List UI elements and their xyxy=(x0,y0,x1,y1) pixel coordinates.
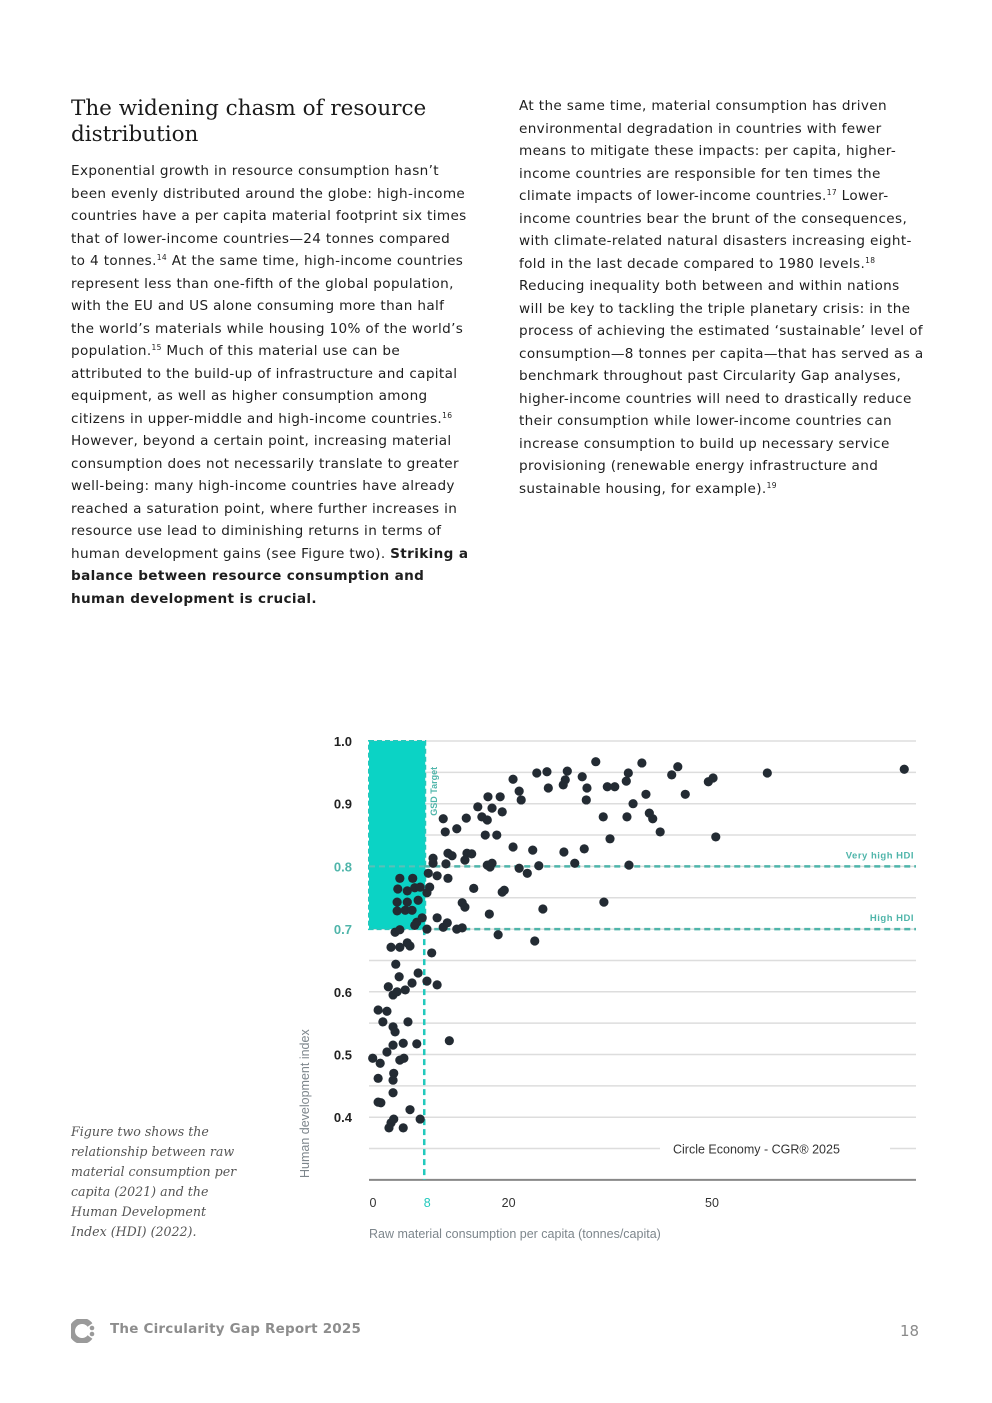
source-label: Circle Economy - CGR® 2025 xyxy=(673,1142,840,1157)
data-point xyxy=(483,815,492,824)
data-point xyxy=(492,830,501,839)
data-point xyxy=(382,1047,391,1056)
text-segment: At the same time, material consumption has driven environmental degradation in countries with fewer means to mitigate these impacts: per capita, higher-income countries are responsible for ten times the climate impacts of lower-income countries. xyxy=(519,98,897,204)
data-point xyxy=(424,869,433,878)
data-point xyxy=(599,812,608,821)
data-point xyxy=(403,898,412,907)
data-point xyxy=(460,903,469,912)
bold-conclusion: Striking a balance between resource consumption and human development is crucial. xyxy=(71,545,469,607)
data-point xyxy=(485,909,494,918)
y-tick-label: 0.7 xyxy=(333,922,352,938)
data-point xyxy=(376,1059,385,1068)
data-point xyxy=(399,1039,408,1048)
data-point xyxy=(407,906,416,915)
data-point xyxy=(416,882,425,891)
data-point xyxy=(515,864,524,873)
reference-line-label: Very high HDI xyxy=(845,850,914,862)
data-point xyxy=(393,898,402,907)
data-point xyxy=(399,1054,408,1063)
y-tick-label: 1.0 xyxy=(333,734,352,749)
reference-line-label: High HDI xyxy=(869,913,914,925)
y-tick-label: 0.5 xyxy=(333,1047,352,1063)
data-point xyxy=(395,874,404,883)
data-point xyxy=(508,775,517,784)
data-point xyxy=(445,1036,454,1045)
data-point xyxy=(517,795,526,804)
data-point xyxy=(582,795,591,804)
data-point xyxy=(645,809,654,818)
data-point xyxy=(641,790,650,799)
data-point xyxy=(388,1088,397,1097)
page-number: 18 xyxy=(900,1322,920,1340)
data-point xyxy=(389,1114,398,1123)
data-point xyxy=(427,948,436,957)
data-point xyxy=(393,906,402,915)
data-point xyxy=(388,1040,397,1049)
y-axis-label: Human development index xyxy=(298,1029,312,1178)
data-point xyxy=(399,1123,408,1132)
data-point xyxy=(422,977,431,986)
data-point xyxy=(416,1114,425,1123)
data-point xyxy=(711,832,720,841)
data-point xyxy=(412,1039,421,1048)
data-point xyxy=(414,896,423,905)
data-point xyxy=(708,773,717,782)
data-point xyxy=(605,834,614,843)
data-point xyxy=(393,987,402,996)
x-axis-label: Raw material consumption per capita (tonnes/capita) xyxy=(369,1227,661,1241)
data-point xyxy=(467,849,476,858)
data-point xyxy=(578,772,587,781)
data-point xyxy=(763,768,772,777)
data-point xyxy=(494,930,503,939)
data-point xyxy=(570,859,579,868)
data-point xyxy=(462,814,471,823)
data-point xyxy=(622,777,631,786)
data-point xyxy=(532,768,541,777)
text-segment: Much of this material use can be attributed to the build-up of infrastructure and capital equipment, as well as higher consumption among citizens in upper-middle and high-income countries. xyxy=(71,343,458,427)
data-point xyxy=(500,886,509,895)
data-point xyxy=(374,1074,383,1083)
data-point xyxy=(580,844,589,853)
data-point xyxy=(391,960,400,969)
data-point xyxy=(443,874,452,883)
data-point xyxy=(374,1005,383,1014)
data-point xyxy=(408,874,417,883)
data-point xyxy=(401,985,410,994)
data-point xyxy=(433,980,442,989)
data-point xyxy=(528,845,537,854)
footnote-ref[interactable]: 17 xyxy=(826,188,837,197)
data-point xyxy=(530,936,539,945)
text-segment: At the same time, high-income countries represent less than one-fifth of the global population, with the EU and US alone consuming more than half the world’s materials while housing 10% of the world’s population. xyxy=(71,253,464,359)
footnote-ref[interactable]: 14 xyxy=(156,253,168,262)
data-point xyxy=(559,847,568,856)
data-point xyxy=(405,941,414,950)
text-segment: Reducing inequality both between and within nations will be key to tackling the triple planetary crisis: in the process of achieving the estimated ‘sustainable’ level of consumption—8 tonnes per capita—that has served as a benchmark throughout past Circularity Gap analyses, higher-income countries will need to drastically reduce their consumption while lower-income countries can increase consumption to build up necessary service provisioning (renewable energy infrastructure and sustainable housing, for example). xyxy=(519,278,924,497)
data-point xyxy=(418,913,427,922)
data-point xyxy=(433,871,442,880)
data-point xyxy=(407,978,416,987)
data-point xyxy=(485,862,494,871)
data-point xyxy=(458,923,467,932)
x-tick-label: 50 xyxy=(705,1196,719,1210)
data-point xyxy=(900,765,909,774)
data-point xyxy=(667,770,676,779)
data-point xyxy=(508,842,517,851)
data-point xyxy=(368,1054,377,1063)
data-point xyxy=(384,982,393,991)
data-point xyxy=(441,827,450,836)
figure-caption: Figure two shows the relationship between raw material consumption per capita (2021) and the Human Development Index (HDI) (2022). xyxy=(71,1124,237,1239)
data-point xyxy=(410,921,419,930)
data-point xyxy=(469,884,478,893)
text-segment: Lower-income countries bear the brunt of the consequences, with climate-related natural disasters increasing eight-fold in the last decade compared to 1980 levels. xyxy=(519,188,912,272)
data-point xyxy=(393,884,402,893)
x-tick-label: 8 xyxy=(423,1196,431,1210)
footnote-ref[interactable]: 19 xyxy=(766,480,777,490)
data-point xyxy=(433,913,442,922)
data-point xyxy=(403,1017,412,1026)
data-point xyxy=(452,824,461,833)
data-point xyxy=(538,904,547,913)
data-point xyxy=(673,762,682,771)
data-point xyxy=(542,767,551,776)
data-point xyxy=(441,859,450,868)
data-point xyxy=(382,1007,391,1016)
data-point xyxy=(628,799,637,808)
text-segment: However, beyond a certain point, increasing material consumption does not necessarily translate to greater well-being: many high-income countries have already reached a saturation point, where further increases in resource use lead to diminishing returns in terms of human development gains (see Figure two). xyxy=(71,433,459,562)
data-point xyxy=(376,1098,385,1107)
data-point xyxy=(405,1105,414,1114)
data-point xyxy=(610,782,619,791)
data-point xyxy=(384,1123,393,1132)
circle-economy-logo-icon xyxy=(71,1319,95,1343)
data-point xyxy=(428,859,437,868)
data-point xyxy=(563,766,572,775)
data-point xyxy=(395,972,404,981)
data-point xyxy=(599,898,608,907)
data-point xyxy=(460,856,469,865)
data-point xyxy=(624,861,633,870)
data-point xyxy=(473,802,482,811)
x-tick-label: 0 xyxy=(369,1196,377,1210)
data-point xyxy=(622,812,631,821)
y-tick-label: 0.4 xyxy=(333,1110,352,1126)
text-segment: Exponential growth in resource consumption hasn’t been evenly distributed around the globe: high-income countries have a per capita material footprint six times that of lower-income countries—24 tonnes compared to 4 tonnes. xyxy=(71,163,467,269)
data-point xyxy=(443,918,452,927)
data-point xyxy=(496,792,505,801)
data-point xyxy=(591,757,600,766)
data-point xyxy=(414,968,423,977)
data-point xyxy=(656,827,665,836)
gsd-target-label: GSD Target xyxy=(429,766,440,816)
data-point xyxy=(447,851,456,860)
y-tick-label: 0.6 xyxy=(333,984,352,1000)
data-point xyxy=(624,768,633,777)
data-point xyxy=(681,790,690,799)
data-point xyxy=(395,925,404,934)
data-point xyxy=(422,925,431,934)
data-point xyxy=(481,830,490,839)
footnote-ref[interactable]: 16 xyxy=(442,410,453,420)
footnote-ref[interactable]: 18 xyxy=(865,255,876,265)
data-point xyxy=(386,943,395,952)
data-point xyxy=(523,869,532,878)
data-point xyxy=(637,758,646,767)
x-tick-label: 20 xyxy=(501,1196,516,1210)
data-point xyxy=(487,803,496,812)
data-point xyxy=(515,787,524,796)
y-tick-label: 0.9 xyxy=(333,796,352,812)
data-point xyxy=(378,1017,387,1026)
data-point xyxy=(534,861,543,870)
y-tick-label: 0.8 xyxy=(333,859,352,875)
data-point xyxy=(544,783,553,792)
data-point xyxy=(388,1076,397,1085)
footer-report-title: The Circularity Gap Report 2025 xyxy=(110,1321,362,1337)
data-point xyxy=(390,1027,399,1036)
data-point xyxy=(483,792,492,801)
data-point xyxy=(439,814,448,823)
footnote-ref[interactable]: 15 xyxy=(151,343,162,352)
section-heading: The widening chasm of resource distribution xyxy=(71,96,427,147)
data-point xyxy=(498,807,507,816)
data-point xyxy=(559,780,568,789)
data-point xyxy=(582,783,591,792)
